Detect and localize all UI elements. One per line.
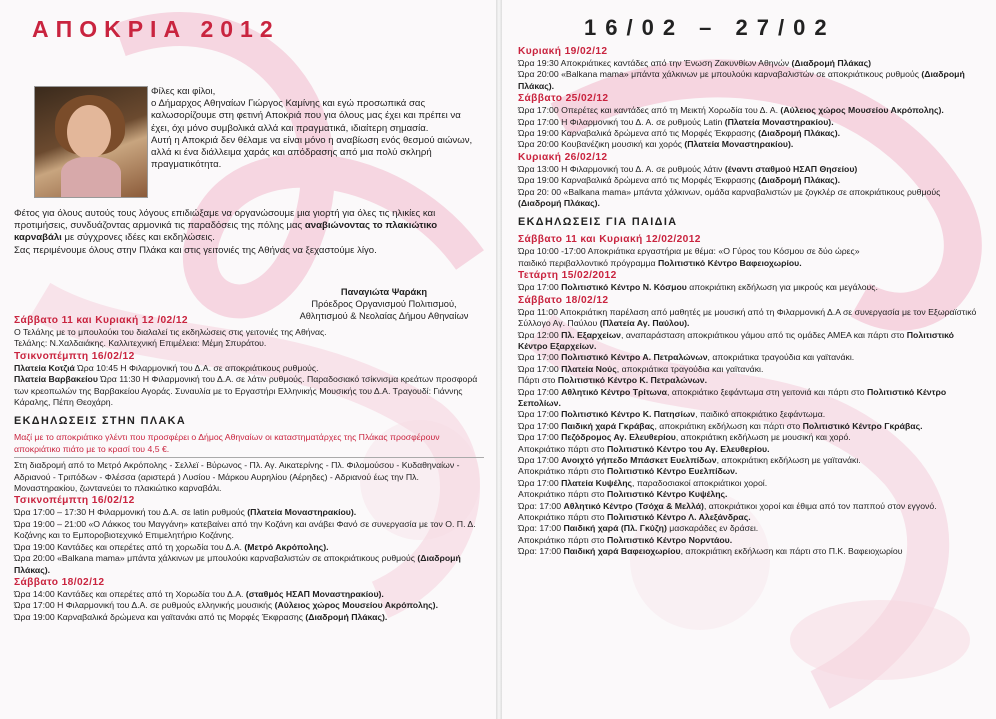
event-text: Ώρα: 17:00 Αθλητικό Κέντρο (Τσόχα & Μελλά), αποκριάτικοι χοροί και έθιμα από τον παππού στον εγγονό. Αποκριάτικο πάρτι στο Πολιτιστικό Κέντρο Λ. Αλεξάνδρας. [518, 500, 937, 522]
event-text: Ώρα 20: 00 «Balkana mama» μπάντα χάλκινων, ομάδα καρναβαλιστών με ζογκλέρ σε αποκριάτικους ρυθμούς (Διαδρομή Πλάκας). [518, 186, 941, 209]
event-date-heading: Κυριακή 19/02/12 [518, 46, 608, 57]
left-page [14, 14, 484, 623]
event-text: Τελάλης: Ν.Χαλδαιάκης. Καλλιτεχνική Επιμέλεια: Μέμη Σπυράτου. [14, 338, 267, 349]
letter-paragraph: Αυτή η Αποκριά δεν θέλαμε να είναι μόνο η αναβίωση ενός θεσμού αιώνων, αλλά κι ένα διάλλειμα χαράς και απόδρασης από μια πολύ σκληρή πραγματικότητα. [151, 134, 473, 171]
event-text: Πλατεία Κοτζιά Ώρα 10:45 Η Φιλαρμονική του Δ.Α. σε αποκριάτικους ρυθμούς. [14, 362, 319, 373]
event-text: Ώρα 12:00 Πλ. Εξαρχείων, αναπαράσταση αποκριάτικου γάμου από τις ομάδες ΑΜΕΑ και πάρτι στο Πολιτιστικό Κέντρο Εξαρχείων. [518, 329, 954, 351]
event-text: Ώρα 17:00 Πεζόδρομος Αγ. Ελευθερίου, αποκριάτικη εκδήλωση με μουσική και χορό. [518, 432, 851, 443]
event-text: Ώρα 19:00 Καρναβαλικά δρώμενα από τις Μορφές Έκφρασης (Διαδρομή Πλάκας). [518, 175, 840, 186]
section-heading: ΕΚΔΗΛΩΣΕΙΣ ΓΙΑ ΠΑΙΔΙΑ [518, 216, 678, 229]
event-text: Πλατεία Βαρβακείου Ώρα 11:30 Η Φιλαρμονική του Δ.Α. σε λάτιν ρυθμούς. Παραδοσιακό τσίκνισμα κρεάτων προσφορά των κρεοπωλών της Βαρβακείου Αγοράς. Συναυλία με το Εργαστήρι Ελληνικής Μουσικής του Δ.Α. Τραγουδί: Γιάννης Κάραλης, Πέπη Θεοχάρη. [14, 374, 478, 408]
event-text: Ώρα 19:00 – 21:00 «Ο Λάκκος του Μαγγάνη» κατεβαίνει από την Κοζάνη και ανάβει Φανό σε συνεργασία με τον Ο. Π. Δ. Κοζάνης και το Εμποροβιοτεχνικό Επιμελητήριο Κοζάνης. [14, 518, 476, 541]
event-text: Ώρα 17:00 Ανοιχτό γήπεδο Μπάσκετ Ευελπίδων, αποκριάτικη εκδήλωση με γαϊτανάκι. [518, 454, 861, 465]
letter-paragraph: ο Δήμαρχος Αθηναίων Γιώργος Καμίνης και εγώ προσωπικά σας καλωσορίζουμε στη φετινή Αποκριά που για όλους μας έχει και πρέπει να έχει, όχι μόνο συμβολικά αλλά και πραγματικά, ιδιαίτερη σημασία. [151, 98, 461, 134]
right-page [518, 14, 984, 558]
event-text: Ώρα 17:00 Οπερέτες και καντάδες από τη Μεικτή Χορωδία του Δ. Α. (Αύλειος χώρος Μουσείου Ακρόπολης). [518, 105, 944, 116]
event-text: Ώρα 19:00 Καντάδες και οπερέτες από τη χορωδία του Δ.Α. (Μετρό Ακρόπολης). [14, 541, 329, 552]
letter-greeting: Φίλες και φίλοι, [151, 86, 216, 97]
author-photo [34, 86, 148, 198]
event-text: Αποκριάτικο πάρτι στο Πολιτιστικό Κέντρο Κυψέλης. [518, 489, 728, 500]
letter-paragraph: Σας περιμένουμε όλους στην Πλάκα και στις γειτονιές της Αθήνας να ξεχαστούμε λίγο. [14, 244, 377, 256]
event-date-heading: Σάββατο 25/02/12 [518, 93, 609, 105]
event-date-heading: Σάββατο 18/02/12 [14, 576, 105, 588]
page-title: ΑΠΟΚΡΙΑ 2012 [32, 16, 280, 42]
event-text: Ώρα 20:00 «Balkana mama» μπάντα χάλκινων με μπουλούκι καρναβαλιστών σε αποκριάτικους ρυθμούς (Διαδρομή Πλάκας). [518, 69, 965, 91]
event-text: Ώρα 17:00 – 17:30 Η Φιλαρμονική του Δ.Α. σε latin ρυθμούς (Πλατεία Μοναστηρακίου). [14, 507, 357, 518]
signature: Παναγιώτα Ψαράκη Πρόεδρος Οργανισμού Πολιτισμού, Αθλητισμού & Νεολαίας Δήμου Αθηναίων [299, 287, 469, 321]
event-text: Ώρα 17:00 Πλατεία Νούς, αποκριάτικα τραγούδια και γαϊτανάκι. [518, 363, 764, 374]
event-text: Ώρα 13:00 Η Φιλαρμονική του Δ. Α. σε ρυθμούς λάτιν (έναντι σταθμού ΗΣΑΠ Θησείου) [518, 163, 858, 174]
event-date-heading: Σάββατο 11 και Κυριακή 12/02/2012 [518, 234, 701, 246]
event-date-heading: Τσικνοπέμπτη 16/02/12 [14, 495, 135, 507]
plaka-note: Μαζί με το αποκριάτικο γλέντι που προσφέρει ο Δήμος Αθηναίων οι καταστηματάρχες της Πλάκας προσφέρουν αποκριάτικο πιάτο με το κρασί του 4,5 €. [14, 432, 440, 454]
event-date-heading: Σάββατο 11 και Κυριακή 12 /02/12 [14, 315, 188, 326]
event-date-heading: Σάββατο 18/02/12 [518, 294, 609, 306]
event-text: Ο Τελάλης με το μπουλούκι του διαλαλεί τις εκδηλώσεις στις γειτονιές της Αθήνας. [14, 327, 327, 337]
event-text: Ώρα 10:00 -17:00 Αποκριάτικα εργαστήρια με θέμα: «Ο Γύρος του Κόσμου σε δύο ώρες» [518, 246, 860, 257]
event-text: Ώρα 17:00 Πολιτιστικό Κέντρο Κ. Πατησίων, παιδικό αποκριάτικο ξεφάντωμα. [518, 409, 826, 420]
event-text: Αποκριάτικο πάρτι στο Πολιτιστικό Κέντρο του Αγ. Ελευθερίου. [518, 443, 770, 454]
event-text: Ώρα 11:00 Αποκριάτικη παρέλαση από μαθητές με μουσική από τη Φιλαρμονική Δ.Α σε συνεργασία με τον Εξωραϊστικό Σύλλογο Αγ. Παύλου (Πλατεία Αγ. Παύλου). [518, 306, 977, 329]
event-text: Ώρα: 17:00 Παιδική χαρά Βαφειοχωρίου, αποκριάτικη εκδήλωση και πάρτι στο Π.Κ. Βαφειοχωρίου [518, 546, 903, 557]
event-text: παιδικό περιβαλλοντικό πρόγραμμα Πολιτιστικό Κέντρο Βαφειοχωρίου. [518, 257, 802, 268]
event-text: Ώρα 19:00 Καρναβαλικά δρώμενα από τις Μορφές Έκφρασης (Διαδρομή Πλάκας). [518, 128, 840, 139]
event-text: Ώρα 17:00 Αθλητικό Κέντρο Τρίτωνα, αποκριάτικο ξεφάντωμα στη γειτονιά και πάρτι στο Πολιτιστικό Κέντρο Σεπολίων. [518, 386, 947, 408]
event-text: Ώρα 17:00 Πολιτιστικό Κέντρο Ν. Κόσμου αποκριάτικη εκδήλωση για μικρούς και μεγάλους. [518, 282, 878, 293]
page-fold [496, 0, 502, 719]
section-heading: ΕΚΔΗΛΩΣΕΙΣ ΣΤΗΝ ΠΛΑΚΑ [14, 415, 187, 428]
event-text: Πάρτι στο Πολιτιστικό Κέντρο Κ. Πετραλώνων. [518, 375, 708, 386]
event-text: Ώρα 17:00 Πλατεία Κυψέλης, παραδοσιακοί αποκριάτικοι χοροί. [518, 477, 768, 488]
event-date-heading: Τσικνοπέμπτη 16/02/12 [14, 350, 135, 362]
divider [14, 457, 484, 458]
date-range: 16/02 – 27/02 [584, 15, 836, 40]
event-text: Ώρα 17:00 Πολιτιστικό Κέντρο Α. Πετραλώνων, αποκριάτικα τραγούδια και γαϊτανάκι. [518, 352, 855, 363]
letter-paragraph: Φέτος για όλους αυτούς τους λόγους επιδιώξαμε να οργανώσουμε μια γιορτή για όλες τις ηλικίες και προτιμήσεις, συνδυάζοντας αρμονικά τις παραδόσεις της πόλης μας αναβιώνοντας το πλακιώτικο καρναβάλι με σύγχρονες ιδέες και εκδηλώσεις. [14, 208, 438, 244]
event-text: Ώρα 19:30 Αποκριάτικες καντάδες από την Ένωση Ζακυνθίων Αθηνών (Διαδρομή Πλάκας) [518, 58, 872, 68]
event-text: Ώρα 20:00 «Balkana mama» μπάντα χάλκινων με μπουλούκι καρναβαλιστών σε αποκριάτικους ρυθμούς (Διαδρομή Πλάκας). [14, 553, 461, 575]
event-text: Ώρα 17:00 Παιδική χαρά Γκράβας, αποκριάτικη εκδήλωση και πάρτι στο Πολιτιστικό Κέντρο Γκράβας. [518, 420, 923, 431]
event-text: Ώρα 20:00 Κουβανέζικη μουσική και χορός (Πλατεία Μοναστηρακίου). [518, 139, 794, 150]
event-text: Ώρα 17:00 Η Φιλαρμονική του Δ. Α. σε ρυθμούς Latin (Πλατεία Μοναστηρακίου). [518, 116, 834, 127]
event-text: Αποκριάτικο πάρτι στο Πολιτιστικό Κέντρο Νορντάου. [518, 534, 733, 545]
event-date-heading: Κυριακή 26/02/12 [518, 151, 608, 163]
event-text: Ώρα 17:00 Η Φιλαρμονική του Δ.Α. σε ρυθμούς ελληνικής μουσικής (Αύλειος χώρος Μουσείου Ακρόπολης). [14, 600, 438, 611]
event-text: Αποκριάτικο πάρτι στο Πολιτιστικό Κέντρο Ευελπίδων. [518, 466, 738, 477]
event-text: Ώρα 14:00 Καντάδες και οπερέτες από τη Χορωδία του Δ.Α. (σταθμός ΗΣΑΠ Μοναστηρακίου). [14, 588, 384, 599]
event-text: Ώρα 19:00 Καρναβαλικά δρώμενα και γαϊτανάκι από τις Μορφές Έκφρασης (Διαδρομή Πλάκας). [14, 611, 388, 622]
event-date-heading: Τετάρτη 15/02/2012 [518, 270, 617, 282]
event-text: Ώρα: 17:00 Παιδική χαρά (Πλ. Γκύζη) μασκαράδες εν δράσει. [518, 523, 759, 534]
route-text: Στη διαδρομή από το Μετρό Ακρόπολης - Σελλεϊ - Βύρωνος - Πλ. Αγ. Αικατερίνης - Πλ. Φιλομούσου - Κυδαθηναίων - Αδριανού - Τριπόδων - Φλέσσα (αριστερά ) Λυσίου - Μάρκου Αυρηλίου (Αέρηδες) - Αδριανού έως την Πλ. Μοναστηρακίου, ζωντανεύει το πλακιώτικο καρναβάλι. [14, 460, 460, 494]
